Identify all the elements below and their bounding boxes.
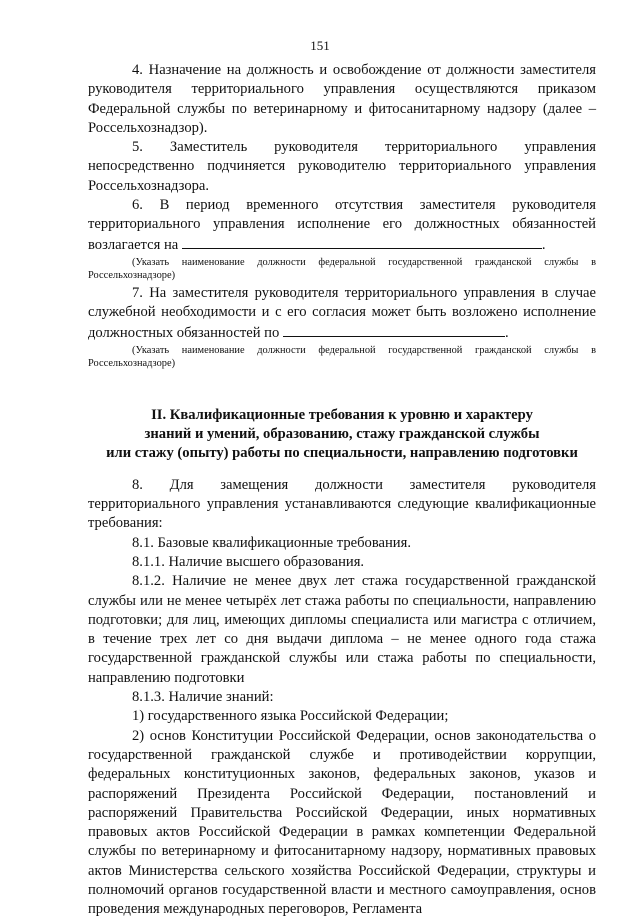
section-heading [88,406,596,464]
fill-in-blank-line [182,235,542,249]
paragraph-8-1-2: 8.1.2. Наличие не менее двух лет стажа государственной гражданской службы или не менее четырёх лет стажа работы по специальности, направлению подготовки; для лиц, имеющих дипломы специалиста или магистра с отличием, в течение трех лет со дня выдачи диплома – не менее одного года стажа государственной гражданской службы или стажа работы по специальности, направлению подготовки [88,573,596,686]
paragraph-8-1: 8.1. Базовые квалификационные требования. [132,534,411,551]
paragraph-7-text: 7. На заместителя руководителя территориального управления в случае служебной необходимости и с его согласия может быть возложено исполнение должностных обязанностей по [88,284,596,341]
paragraph-6-end: . [541,236,546,253]
paragraph-8-1-1: 8.1.1. Наличие высшего образования. [132,553,365,570]
section-heading-line: или стажу (опыту) работы по специальности, направлению подготовки [106,445,578,462]
footnote-hint: (Указать наименование должности федеральной государственной гражданской службы в Россельхознадзоре) [88,344,596,369]
paragraph-6-text: 6. В период временного отсутствия заместителя руководителя территориального управления исполнение его должностных обязанностей возлагается на [88,197,596,253]
paragraph-6 [88,196,596,255]
paragraph-5: 5. Заместитель руководителя территориального управления непосредственно подчиняется руководителю территориального управления Россельхознадзора. [88,139,596,194]
fill-in-blank-line [283,323,505,337]
knowledge-item-2: 2) основ Конституции Российской Федерации, основ законодательства о государственной гражданской службе и противодействии коррупции, федеральных конституционных законов, федеральных законов, указов и распоряжений Президента Российской Федерации, постановлений и распоряжений Правительства Российской Федерации, иных нормативных правовых актов Российской Федерации в рамках компетенции Федеральной службы по ветеринарному и фитосанитарному надзору, нормативных правовых актов Министерства сельского хозяйства Российской Федерации, структуры и полномочий органов государственной власти и местного самоуправления, основ проведения международных переговоров, Регламента [88,727,596,918]
paragraph-8-1-3: 8.1.3. Наличие знаний: [132,689,274,706]
paragraph-7-end: . [504,324,509,341]
paragraph-8: 8. Для замещения должности заместителя руководителя территориального управления устанавливаются следующие квалификационные требования: [88,476,596,532]
knowledge-item-1: 1) государственного языка Российской Федерации; [132,708,449,725]
section-heading-line: знаний и умений, образованию, стажу гражданской службы [144,426,540,443]
document-body [88,61,596,920]
section-heading-line: II. Квалификационные требования к уровню и характеру [151,406,533,423]
paragraph-4: 4. Назначение на должность и освобождение от должности заместителя руководителя территориального управления осуществляются приказом Федеральной службы по ветеринарному и фитосанитарному надзору (далее – Россельхознадзор). [88,62,596,136]
paragraph-7 [88,284,596,343]
page-number: 151 [310,38,330,53]
footnote-hint: (Указать наименование должности федеральной государственной гражданской службы в Россельхознадзоре) [88,256,596,281]
